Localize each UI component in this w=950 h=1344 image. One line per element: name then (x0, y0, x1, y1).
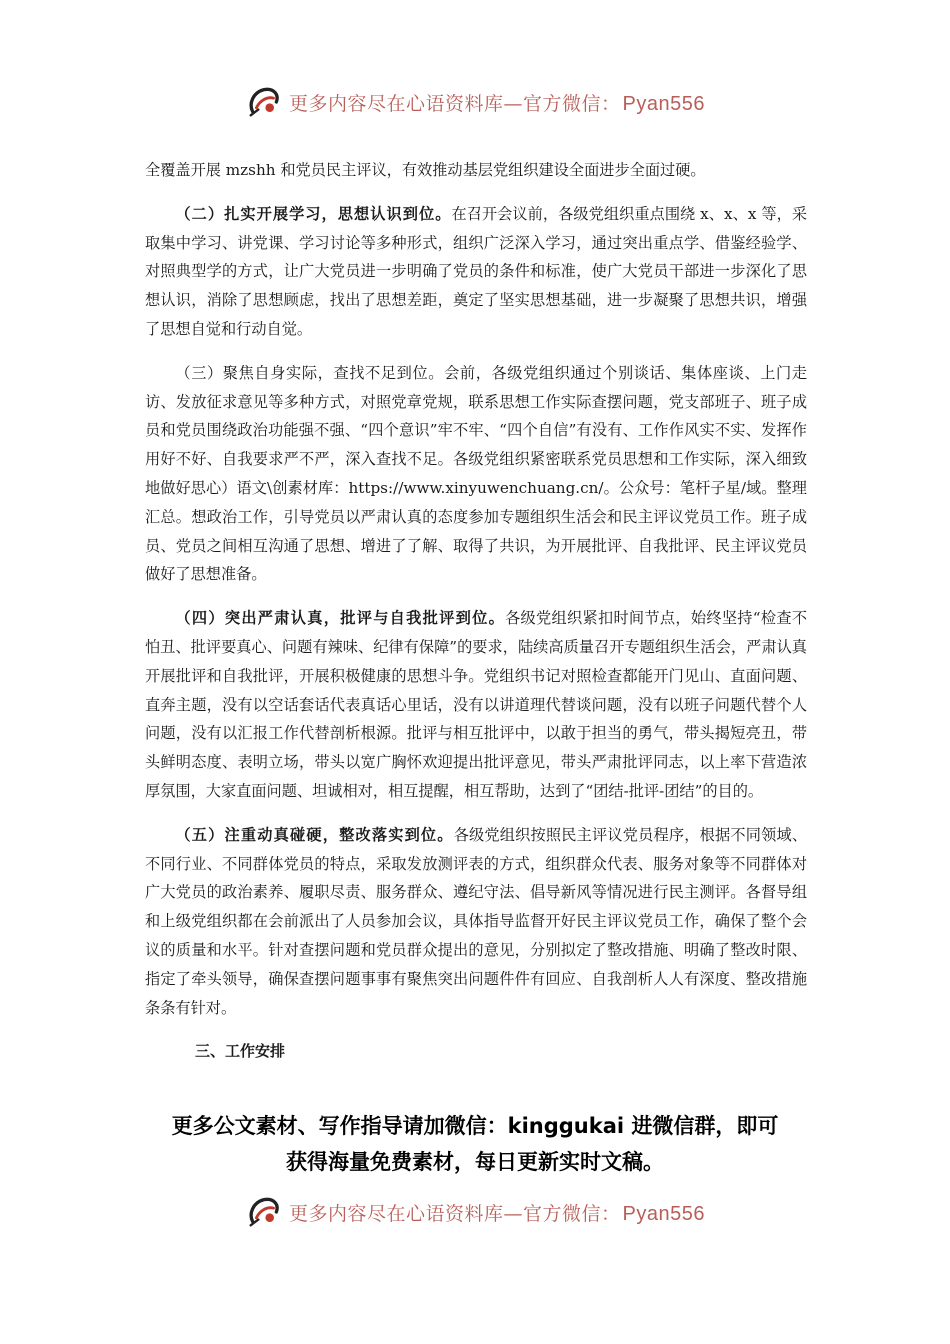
paragraph-4-body: 各级党组织按照民主评议党员程序，根据不同领域、不同行业、不同群体党员的特点，采取发放测评表的方式，组织群众代表、服务对象等不同群体对广大党员的政治素养、履职尽责、服务群众、遵纪守法、倡导新风等情况进行民主测评。各督导组和上级党组织都在会前派出了人员参加会议，具体指导监督开好民主评议党员工作，确保了整个会议的质量和水平。针对查摆问题和党员群众提出的意见，分别拟定了整改措施、明确了整改时限、指定了牵头领导，确保查摆问题事事有聚焦突出问题件件有回应、自我剖析人人有深度、整改措施条条有针对。 (145, 825, 808, 1017)
paragraph-3-title: （四）突出严肃认真，批评与自我批评到位。 (175, 609, 506, 628)
paragraph-3-body: 各级党组织紧扣时间节点，始终坚持“检查不怕丑、批评要真心、问题有辣味、纪律有保障”的要求，陆续高质量召开专题组织生活会，严肃认真开展批评和自我批评，开展积极健康的思想斗争。党组织书记对照检查都能开门见山、直面问题、直奔主题，没有以空话套话代表真话心里话，没有以讲道理代替谈问题，没有以班子问题代替个人问题，没有以汇报工作代替剖析根源。批评与相互批评中，以敢于担当的勇气，带头揭短亮丑，带头鲜明态度、表明立场，带头以宽广胸怀欢迎提出批评意见，带头严肃批评同志，以上率下营造浓厚氛围，大家直面问题、坦诚相对，相互提醒，相互帮助，达到了“团结-批评-团结”的目的。 (145, 609, 808, 800)
paragraph-1-body: 在召开会议前，各级党组织重点围绕 x、x、x 等，采取集中学习、讲党课、学习讨论等多种形式，组织广泛深入学习，通过突出重点学、借鉴经验学、对照典型学的方式，让广大党员进一步明确了党员的条件和标准，使广大党员干部进一步深化了思想认识，消除了思想顾虑，找出了思想差距，奠定了坚实思想基础，进一步凝聚了思想共识，增强了思想自觉和行动自觉。 (145, 204, 808, 338)
paragraph-0: 全覆盖开展 mzshh 和党员民主评议，有效推动基层党组织建设全面进步全面过硬。 (145, 161, 706, 179)
header-banner (0, 80, 950, 124)
brush-logo-icon (245, 1193, 283, 1231)
paragraph-4 (145, 821, 807, 1023)
header-banner-id: Pyan556 (622, 92, 705, 115)
paragraph-3 (145, 604, 807, 806)
paragraph-4-title: （五）注重动真碰硬，整改落实到位。 (175, 825, 454, 844)
paragraph-1-title: （二）扎实开展学习，思想认识到位。 (175, 204, 452, 223)
document-body (145, 156, 807, 1065)
header-banner-text: 更多内容尽在心语资料库—官方微信： (289, 92, 621, 115)
footer-banner-id: Pyan556 (622, 1202, 705, 1225)
brush-logo-icon (245, 83, 283, 121)
paragraph-2: （三）聚焦自身实际，查找不足到位。会前，各级党组织通过个别谈话、集体座谈、上门走访、发放征求意见等多种方式，对照党章党规，联系思想工作实际查摆问题，党支部班子、班子成员和党员围绕政治功能强不强、“四个意识”牢不牢、“四个自信”有没有、工作作风实不实、发挥作用好不好、自我要求严不严，深入查找不足。各级党组织紧密联系党员思想和工作实际，深入细致地做好思心）语文\创素材库：https://www.xinyuwenchuang.cn/。公众号：笔杆子星/域。整理汇总。想政治工作，引导党员以严肃认真的态度参加专题组织生活会和民主评议党员工作。班子成员、党员之间相互沟通了思想、增进了了解、取得了共识，为开展批评、自我批评、民主评议党员做好了思想准备。 (145, 363, 807, 584)
footer-banner-text: 更多内容尽在心语资料库—官方微信： (289, 1202, 621, 1225)
footer-banner (0, 1190, 950, 1234)
promo-block (0, 1108, 950, 1180)
section-heading: 三、工作安排 (195, 1042, 286, 1061)
promo-line-2: 获得海量免费素材，每日更新实时文稿。 (286, 1150, 664, 1174)
paragraph-1 (145, 200, 807, 344)
promo-line-1: 更多公文素材、写作指导请加微信：kinggukai 进微信群，即可 (171, 1114, 779, 1138)
